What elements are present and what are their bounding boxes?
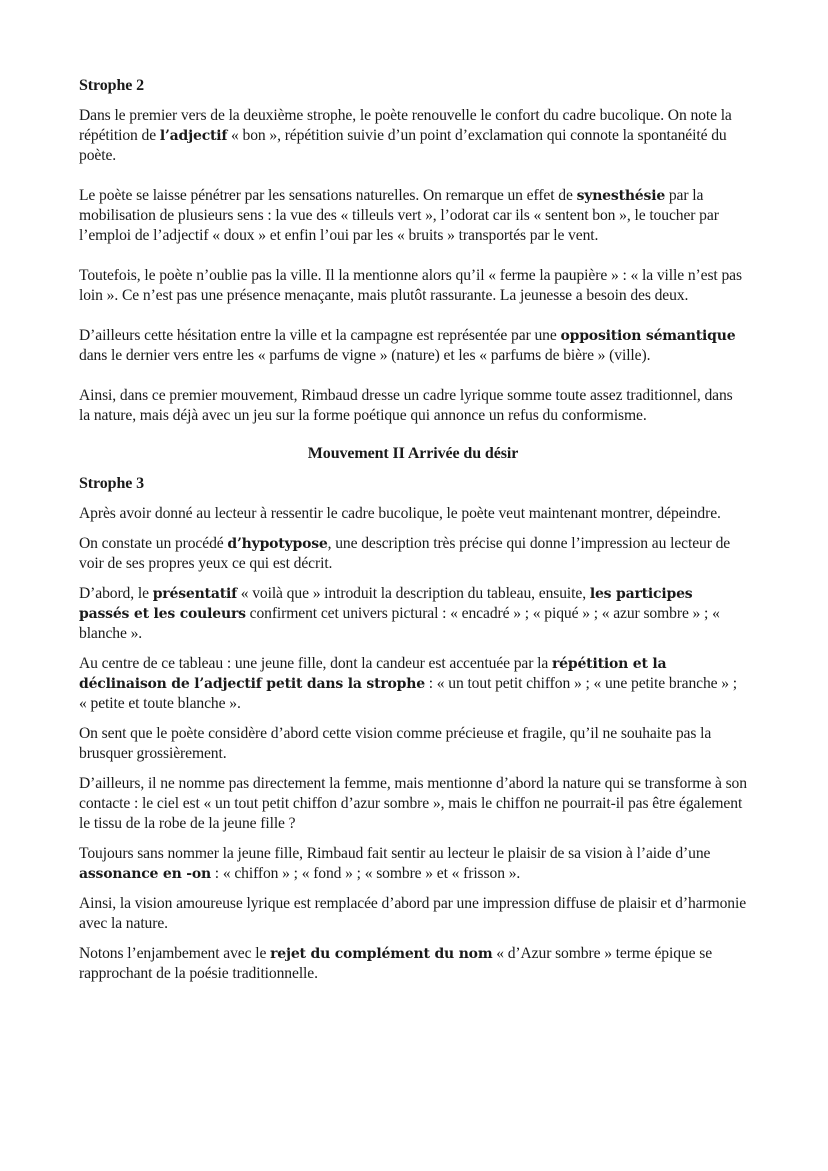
paragraph [79, 774, 747, 834]
text-segment: « d’Azur sombre » terme épique se rapprochant de la poésie traditionnelle. [79, 945, 713, 982]
text-segment: « voilà que » introduit la description du tableau, ensuite, [236, 585, 590, 602]
bold-term: répétition et la déclinaison de l’adjectif petit dans la strophe [79, 656, 667, 692]
bold-term: opposition sémantique [560, 328, 736, 344]
text-segment: Après avoir donné au lecteur à ressentir le cadre bucolique, le poète veut maintenant montrer, dépeindre. [79, 505, 721, 522]
paragraph [79, 584, 747, 644]
text-segment: On constate un procédé [79, 535, 228, 552]
bold-term: présentatif [152, 586, 237, 602]
text-segment: D’abord, le [79, 585, 153, 602]
bold-term: l’adjectif [159, 128, 228, 144]
text-segment: par la mobilisation de plusieurs sens : la vue des « tilleuls vert », l’odorat car ils « sentent bon », le toucher par l’emploi de l’adjectif « doux » et enfin l’oui par les « bruits » transportés par le vent. [79, 187, 719, 244]
text-segment: : « chiffon » ; « fond » ; « sombre » et « frisson ». [211, 865, 521, 882]
bold-term: les participes passés et les couleurs [79, 586, 693, 622]
paragraph [79, 266, 747, 306]
bold-term: assonance en -on [79, 866, 211, 882]
text-segment: , une description très précise qui donne l’impression au lecteur de voir de ses propres yeux ce qui est décrit. [79, 535, 731, 572]
paragraph [79, 186, 747, 246]
bold-term: d’hypotypose [227, 536, 328, 552]
paragraph [79, 504, 747, 524]
text-segment: : « un tout petit chiffon » ; « une petite branche » ; « petite et toute blanche ». [79, 675, 738, 712]
section-strophe-3 [79, 504, 747, 984]
paragraph [79, 326, 747, 366]
bold-term: synesthésie [576, 188, 666, 204]
paragraph [79, 534, 747, 574]
paragraph [79, 944, 747, 984]
text-segment: Ainsi, la vision amoureuse lyrique est remplacée d’abord par une impression diffuse de plaisir et d’harmonie avec la nature. [79, 895, 747, 932]
document-page [79, 76, 747, 994]
paragraph [79, 894, 747, 934]
section-heading-strophe-2: Strophe 2 [79, 77, 145, 94]
text-segment: Toujours sans nommer la jeune fille, Rimbaud fait sentir au lecteur le plaisir de sa vision à l’aide d’une [79, 845, 711, 862]
text-segment: confirment cet univers pictural : « encadré » ; « piqué » ; « azur sombre » ; « blanche ». [79, 605, 720, 642]
text-segment: dans le dernier vers entre les « parfums de vigne » (nature) et les « parfums de bière » (ville). [79, 347, 651, 364]
paragraph [79, 386, 747, 426]
paragraph [79, 654, 747, 714]
paragraph [79, 106, 747, 166]
text-segment: Le poète se laisse pénétrer par les sensations naturelles. On remarque un effet de [79, 187, 577, 204]
text-segment: D’ailleurs cette hésitation entre la ville et la campagne est représentée par une [79, 327, 561, 344]
movement-title: Mouvement II Arrivée du désir [307, 445, 519, 462]
paragraph [79, 724, 747, 764]
section-heading-strophe-3: Strophe 3 [79, 475, 145, 492]
text-segment: Au centre de ce tableau : une jeune fille, dont la candeur est accentuée par la [79, 655, 552, 672]
text-segment: D’ailleurs, il ne nomme pas directement la femme, mais mentionne d’abord la nature qui se transforme à son contacte : le ciel est « un tout petit chiffon d’azur sombre », mais le chiffon ne pourrait-il pas être également le tissu de la robe de la jeune fille ? [79, 775, 747, 832]
bold-term: rejet du complément du nom [270, 946, 493, 962]
text-segment: « bon », répétition suivie d’un point d’exclamation qui connote la spontanéité du poète. [79, 127, 727, 164]
text-segment: Dans le premier vers de la deuxième strophe, le poète renouvelle le confort du cadre bucolique. On note la répétition de [79, 107, 732, 144]
text-segment: Ainsi, dans ce premier mouvement, Rimbaud dresse un cadre lyrique somme toute assez traditionnel, dans la nature, mais déjà avec un jeu sur la forme poétique qui annonce un refus du conformisme. [79, 387, 733, 424]
paragraph [79, 844, 747, 884]
text-segment: Toutefois, le poète n’oublie pas la ville. Il la mentionne alors qu’il « ferme la paupière » : « la ville n’est pas loin ». Ce n’est pas une présence menaçante, mais plutôt rassurante. La jeunesse a besoin des deux. [79, 267, 742, 304]
text-segment: On sent que le poète considère d’abord cette vision comme précieuse et fragile, qu’il ne souhaite pas la brusquer grossièrement. [79, 725, 712, 762]
section-strophe-2 [79, 106, 747, 426]
text-segment: Notons l’enjambement avec le [79, 945, 271, 962]
